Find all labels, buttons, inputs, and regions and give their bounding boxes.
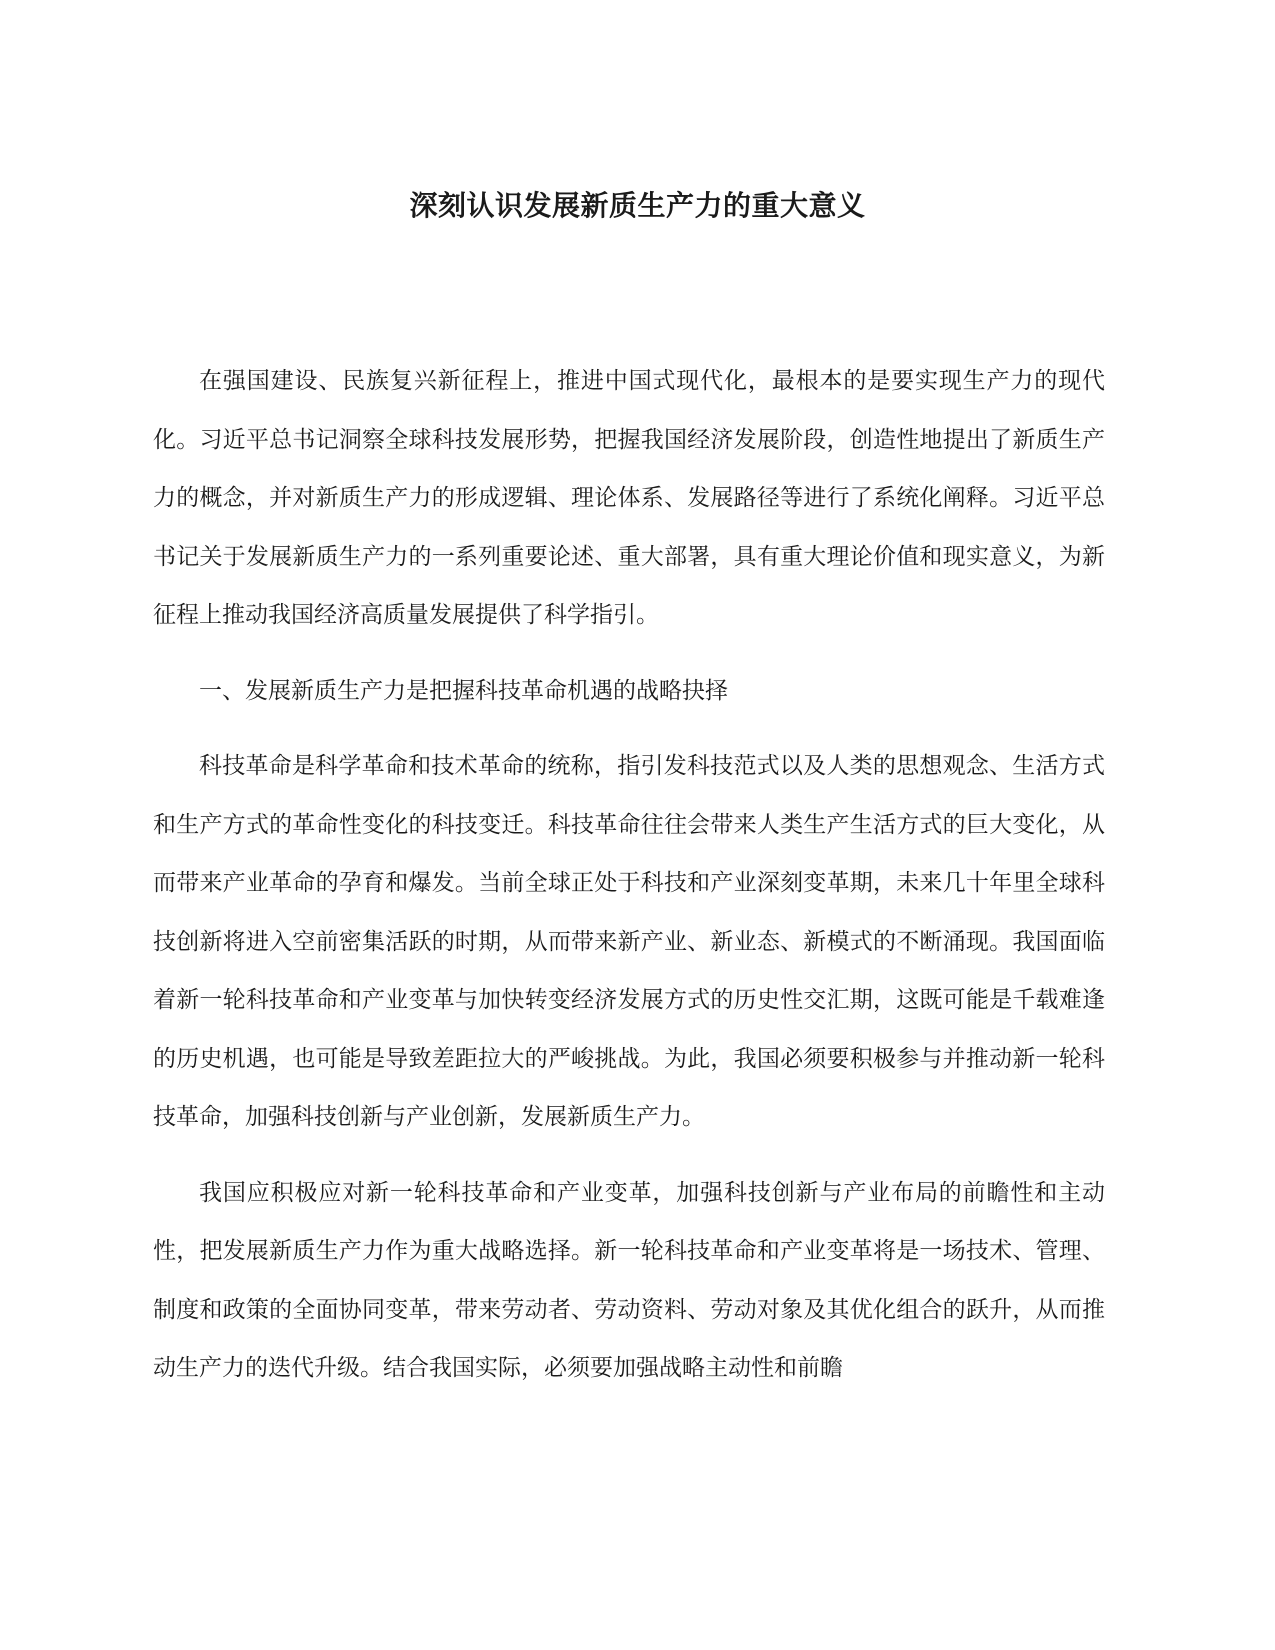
- document-body: [153, 352, 1105, 1415]
- paragraph-section1-b: 我国应积极应对新一轮科技革命和产业变革，加强科技创新与产业布局的前瞻性和主动性，把发展新质生产力作为重大战略选择。新一轮科技革命和产业变革将是一场技术、管理、制度和政策的全面协同变革，带来劳动者、劳动资料、劳动对象及其优化组合的跃升，从而推动生产力的迭代升级。结合我国实际，必须要加强战略主动性和前瞻: [153, 1179, 1105, 1381]
- paragraph-section1-a: 科技革命是科学革命和技术革命的统称，指引发科技范式以及人类的思想观念、生活方式和生产方式的革命性变化的科技变迁。科技革命往往会带来人类生产生活方式的巨大变化，从而带来产业革命的孕育和爆发。当前全球正处于科技和产业深刻变革期，未来几十年里全球科技创新将进入空前密集活跃的时期，从而带来新产业、新业态、新模式的不断涌现。我国面临着新一轮科技革命和产业变革与加快转变经济发展方式的历史性交汇期，这既可能是千载难逢的历史机遇，也可能是导致差距拉大的严峻挑战。为此，我国必须要积极参与并推动新一轮科技革命，加强科技创新与产业创新，发展新质生产力。: [153, 753, 1105, 1130]
- paragraph-intro: 在强国建设、民族复兴新征程上，推进中国式现代化，最根本的是要实现生产力的现代化。习近平总书记洞察全球科技发展形势，把握我国经济发展阶段，创造性地提出了新质生产力的概念，并对新质生产力的形成逻辑、理论体系、发展路径等进行了系统化阐释。习近平总书记关于发展新质生产力的一系列重要论述、重大部署，具有重大理论价值和现实意义，为新征程上推动我国经济高质量发展提供了科学指引。: [153, 368, 1105, 628]
- page-title: 深刻认识发展新质生产力的重大意义: [409, 189, 866, 222]
- section-heading-1: 一、发展新质生产力是把握科技革命机遇的战略抉择: [199, 677, 728, 704]
